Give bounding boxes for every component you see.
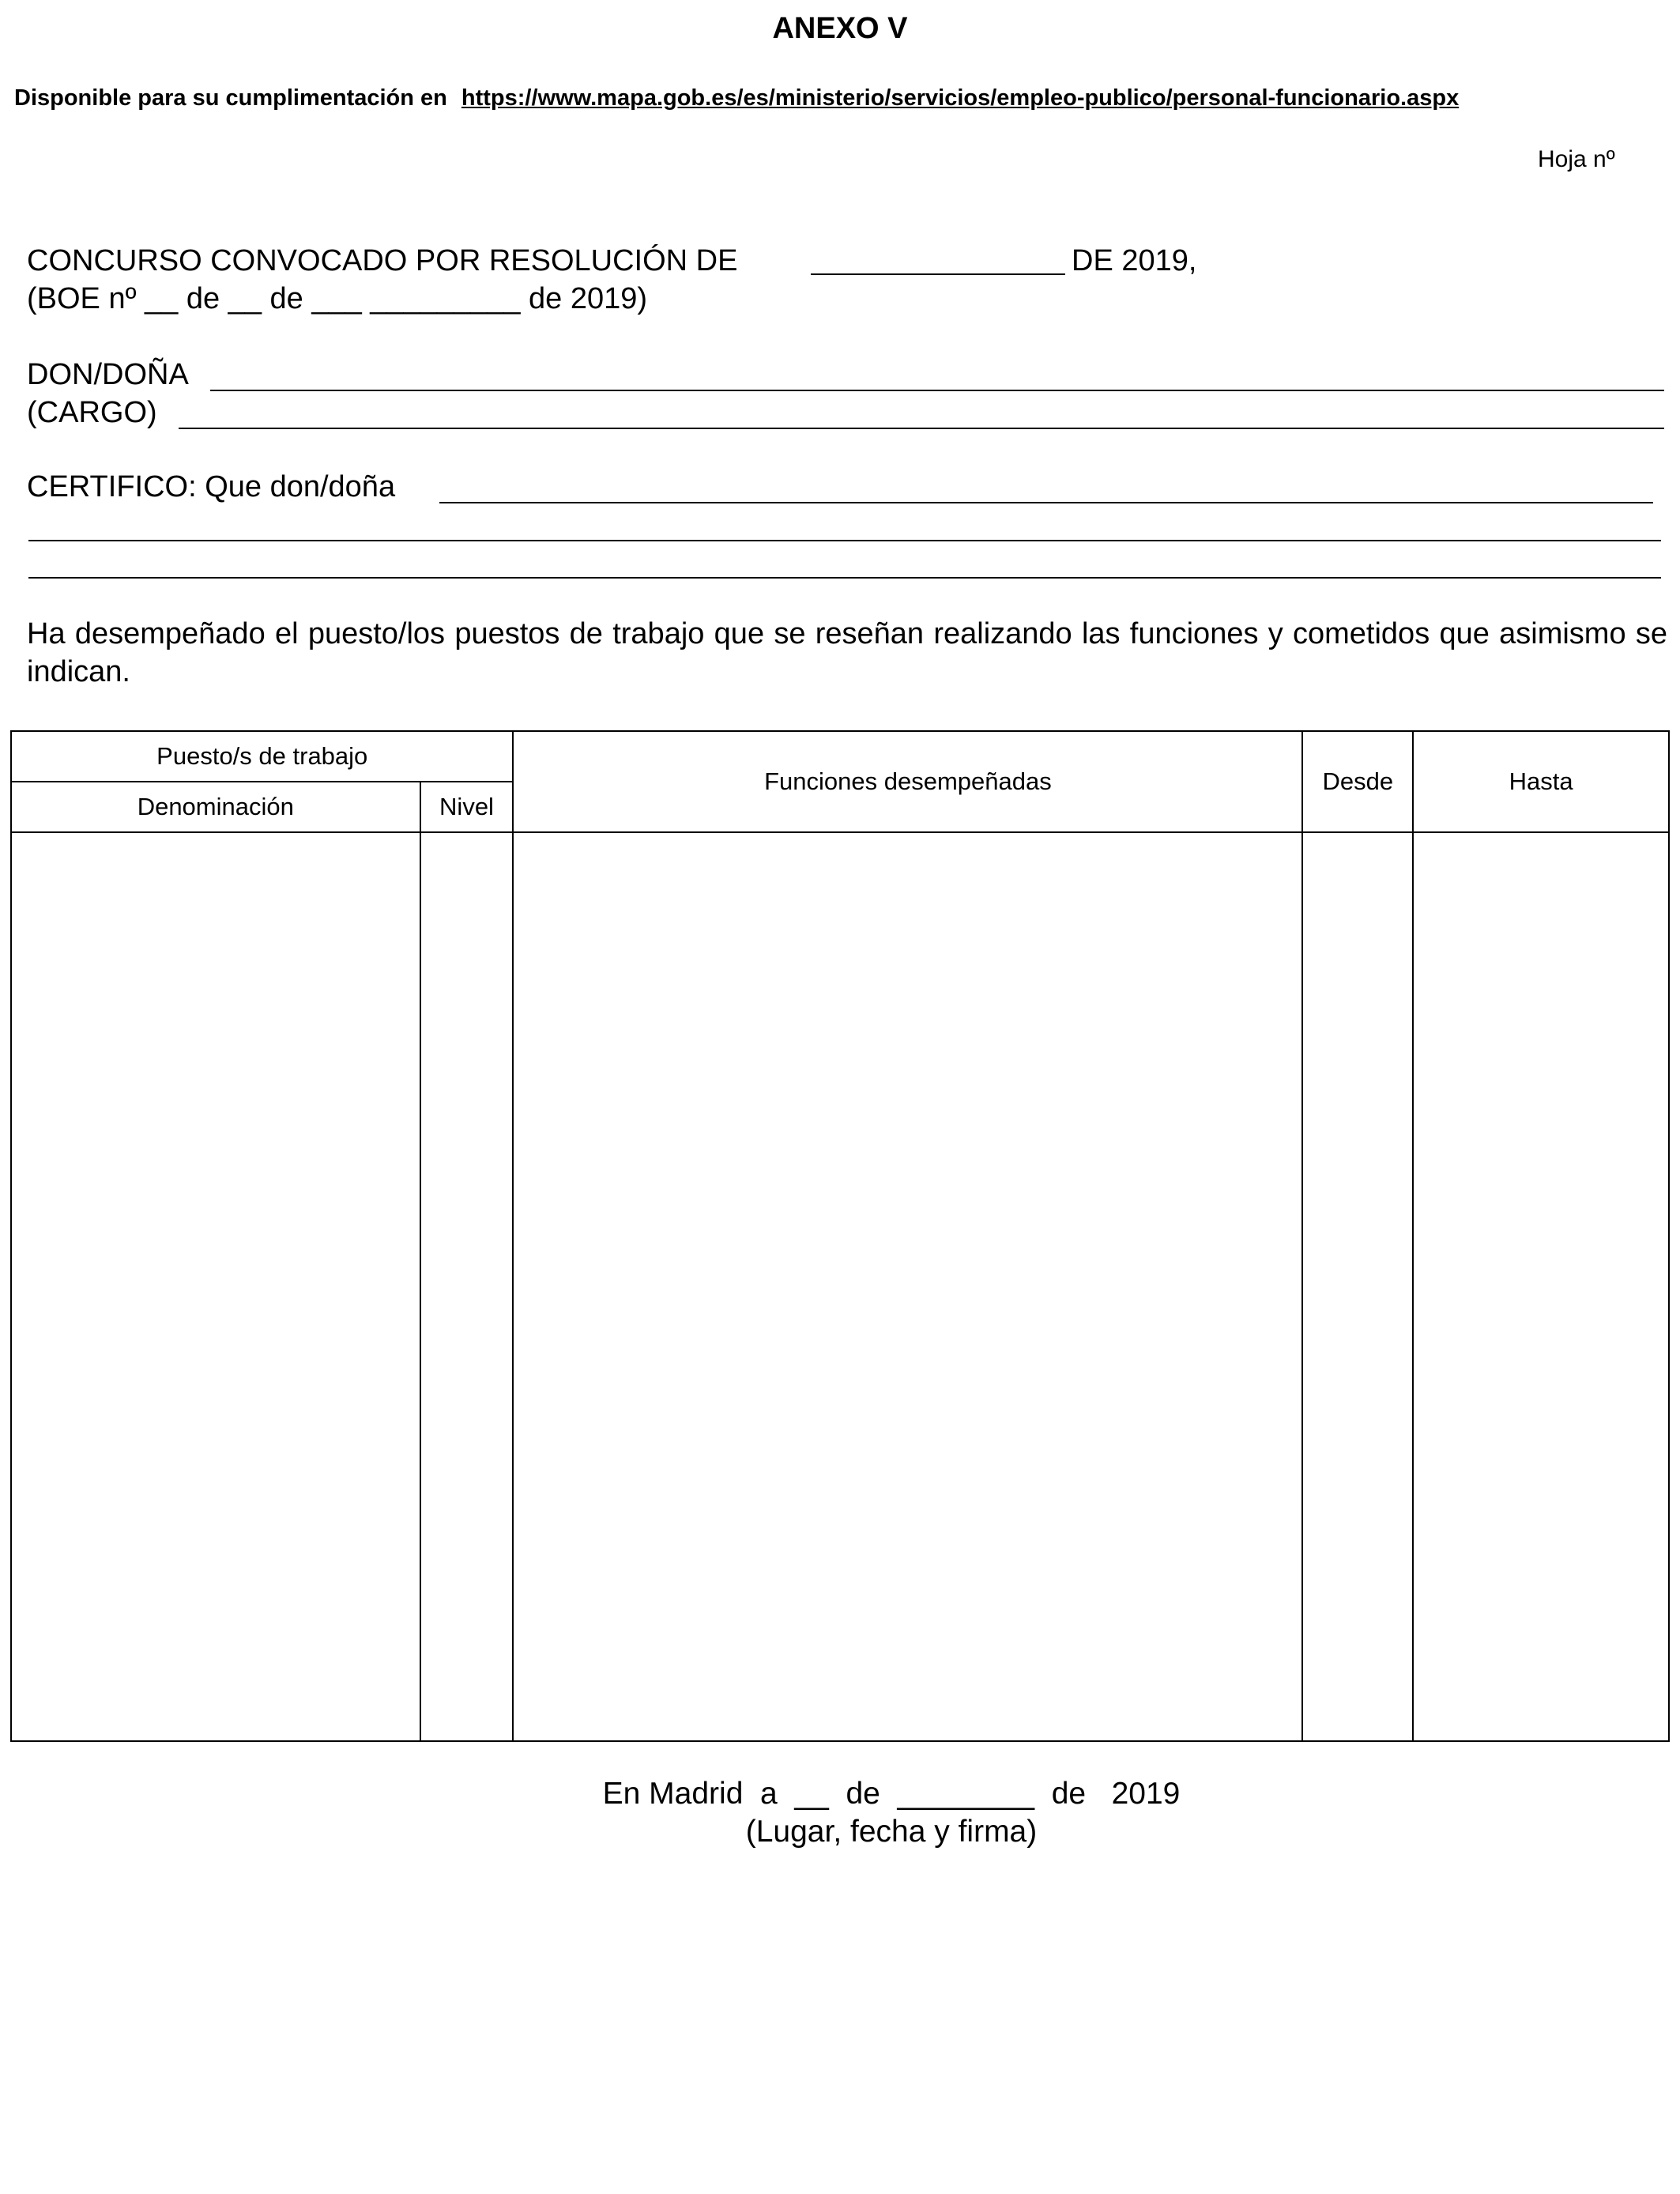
cell-funciones[interactable]	[513, 832, 1302, 1741]
cell-hasta[interactable]	[1413, 832, 1669, 1741]
group-header-puestos: Puesto/s de trabajo	[11, 731, 513, 782]
cell-nivel[interactable]	[420, 832, 514, 1741]
cell-desde[interactable]	[1302, 832, 1413, 1741]
positions-table	[10, 730, 1670, 1742]
header-funciones: Funciones desempeñadas	[513, 731, 1302, 832]
concurso-suffix: DE 2019,	[1072, 244, 1197, 277]
concurso-label: CONCURSO CONVOCADO POR RESOLUCIÓN DE	[27, 244, 738, 277]
name-field[interactable]	[210, 390, 1664, 391]
boe-line: (BOE nº __ de __ de ___ _________ de 2019)	[27, 282, 648, 315]
cell-denominacion[interactable]	[11, 832, 420, 1741]
document-title: ANEXO V	[772, 12, 908, 45]
certified-person-field-line-3[interactable]	[28, 577, 1661, 579]
cargo-field[interactable]	[179, 428, 1664, 429]
availability-label: Disponible para su cumplimentación en	[14, 85, 447, 111]
cargo-label: (CARGO)	[27, 396, 157, 429]
place-date-line: En Madrid a __ de ________ de 2019	[602, 1777, 1181, 1811]
header-hasta: Hasta	[1413, 731, 1669, 832]
signature-caption: (Lugar, fecha y firma)	[745, 1815, 1038, 1849]
resolution-date-field[interactable]	[811, 273, 1065, 275]
header-denominacion: Denominación	[11, 782, 420, 832]
description-paragraph: Ha desempeñado el puesto/los puestos de trabajo que se reseñan realizando las funciones y cometidos que asimismo se indican.	[27, 617, 1667, 688]
certified-person-field-line-2[interactable]	[28, 540, 1661, 541]
header-desde: Desde	[1302, 731, 1413, 832]
certified-person-field[interactable]	[439, 502, 1653, 503]
certifico-label: CERTIFICO: Que don/doña	[27, 470, 396, 503]
header-nivel: Nivel	[420, 782, 514, 832]
availability-link[interactable]: https://www.mapa.gob.es/es/ministerio/servicios/empleo-publico/personal-funcionario.aspx	[461, 85, 1460, 111]
don-label: DON/DOÑA	[27, 358, 189, 391]
availability-note	[14, 81, 1459, 115]
sheet-number-label: Hoja nº	[1538, 146, 1615, 172]
